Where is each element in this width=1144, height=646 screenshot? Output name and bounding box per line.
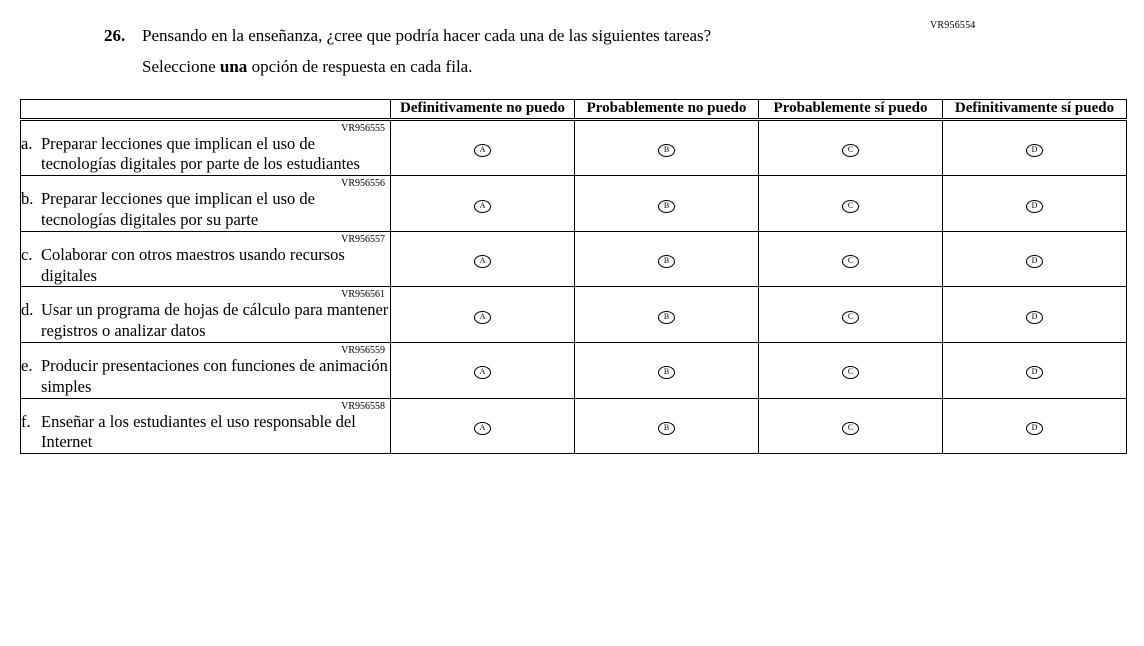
item-stem-b (21, 176, 391, 232)
option-a1[interactable] (391, 119, 575, 176)
radio-bubble[interactable]: C (842, 422, 859, 435)
item-code-a: VR956555 (341, 122, 385, 134)
item-stem-c (21, 231, 391, 287)
radio-bubble[interactable]: C (842, 200, 859, 213)
option-b2[interactable] (575, 176, 759, 232)
matrix-header-col-4: Definitivamente sí puedo (943, 100, 1127, 120)
question-number: 26. (104, 26, 126, 45)
option-e2[interactable] (575, 342, 759, 398)
option-d1[interactable] (391, 287, 575, 343)
radio-bubble[interactable]: B (658, 422, 675, 435)
question-prompt: Pensando en la enseñanza, ¿cree que podría hacer cada una de las siguientes tareas? (142, 26, 712, 45)
option-a3[interactable] (759, 119, 943, 176)
option-f2[interactable] (575, 398, 759, 454)
radio-bubble[interactable]: D (1026, 255, 1043, 268)
matrix-header-blank (21, 100, 391, 120)
option-f4[interactable] (943, 398, 1127, 454)
radio-bubble[interactable]: C (842, 144, 859, 157)
item-stem-f (21, 398, 391, 454)
radio-bubble[interactable]: D (1026, 366, 1043, 379)
item-text-e: Producir presentaciones con funciones de animación simples (41, 355, 388, 396)
question-block (104, 26, 934, 77)
option-e1[interactable] (391, 342, 575, 398)
item-text-d: Usar un programa de hojas de cálculo para mantener registros o analizar datos (41, 300, 389, 341)
item-letter-a: a. (21, 133, 33, 153)
radio-bubble[interactable]: A (474, 366, 491, 379)
option-d4[interactable] (943, 287, 1127, 343)
question-prompt-line (104, 26, 934, 46)
matrix-header-col-3: Probablemente sí puedo (759, 100, 943, 120)
item-text-c: Colaborar con otros maestros usando recursos digitales (41, 244, 345, 285)
item-letter-d: d. (21, 300, 34, 320)
item-code-b: VR956556 (341, 178, 385, 190)
option-e3[interactable] (759, 342, 943, 398)
item-letter-c: c. (21, 244, 33, 264)
matrix-header-row (21, 100, 1127, 120)
response-matrix (20, 99, 1127, 454)
item-code-d: VR956561 (341, 289, 385, 301)
table-row (21, 287, 1127, 343)
option-e4[interactable] (943, 342, 1127, 398)
radio-bubble[interactable]: D (1026, 200, 1043, 213)
radio-bubble[interactable]: A (474, 255, 491, 268)
item-stem-e (21, 342, 391, 398)
table-row (21, 398, 1127, 454)
radio-bubble[interactable]: A (474, 311, 491, 324)
item-code-f: VR956558 (341, 400, 385, 412)
radio-bubble[interactable]: A (474, 422, 491, 435)
option-c2[interactable] (575, 231, 759, 287)
item-text-f: Enseñar a los estudiantes el uso responsable del Internet (41, 411, 356, 452)
radio-bubble[interactable]: B (658, 311, 675, 324)
table-row (21, 176, 1127, 232)
radio-bubble[interactable]: B (658, 366, 675, 379)
option-b4[interactable] (943, 176, 1127, 232)
option-b3[interactable] (759, 176, 943, 232)
item-stem-a (21, 119, 391, 176)
radio-bubble[interactable]: C (842, 366, 859, 379)
instruction-part-1: Seleccione (142, 57, 220, 76)
option-b1[interactable] (391, 176, 575, 232)
radio-bubble[interactable]: B (658, 255, 675, 268)
radio-bubble[interactable]: D (1026, 311, 1043, 324)
radio-bubble[interactable]: B (658, 144, 675, 157)
option-a4[interactable] (943, 119, 1127, 176)
instruction-part-2: opción de respuesta en cada fila. (247, 57, 473, 76)
item-code-c: VR956557 (341, 233, 385, 245)
radio-bubble[interactable]: C (842, 311, 859, 324)
matrix-header-col-1: Definitivamente no puedo (391, 100, 575, 120)
item-code-e: VR956559 (341, 344, 385, 356)
item-text-a: Preparar lecciones que implican el uso de tecnologías digitales por parte de los estudiantes (41, 133, 360, 174)
question-instruction (142, 57, 934, 77)
option-f3[interactable] (759, 398, 943, 454)
option-a2[interactable] (575, 119, 759, 176)
item-text-b: Preparar lecciones que implican el uso de tecnologías digitales por su parte (41, 189, 315, 230)
item-letter-b: b. (21, 189, 34, 209)
item-letter-f: f. (21, 411, 31, 431)
radio-bubble[interactable]: A (474, 144, 491, 157)
radio-bubble[interactable]: B (658, 200, 675, 213)
table-row (21, 119, 1127, 176)
table-row (21, 231, 1127, 287)
item-stem-d (21, 287, 391, 343)
table-row (21, 342, 1127, 398)
instruction-emphasis: una (219, 57, 248, 76)
option-c4[interactable] (943, 231, 1127, 287)
radio-bubble[interactable]: D (1026, 422, 1043, 435)
option-c1[interactable] (391, 231, 575, 287)
radio-bubble[interactable]: D (1026, 144, 1043, 157)
matrix-header-col-2: Probablemente no puedo (575, 100, 759, 120)
option-c3[interactable] (759, 231, 943, 287)
option-d3[interactable] (759, 287, 943, 343)
radio-bubble[interactable]: C (842, 255, 859, 268)
radio-bubble[interactable]: A (474, 200, 491, 213)
option-f1[interactable] (391, 398, 575, 454)
option-d2[interactable] (575, 287, 759, 343)
page-item-code: VR956554 (930, 20, 976, 31)
item-letter-e: e. (21, 355, 33, 375)
